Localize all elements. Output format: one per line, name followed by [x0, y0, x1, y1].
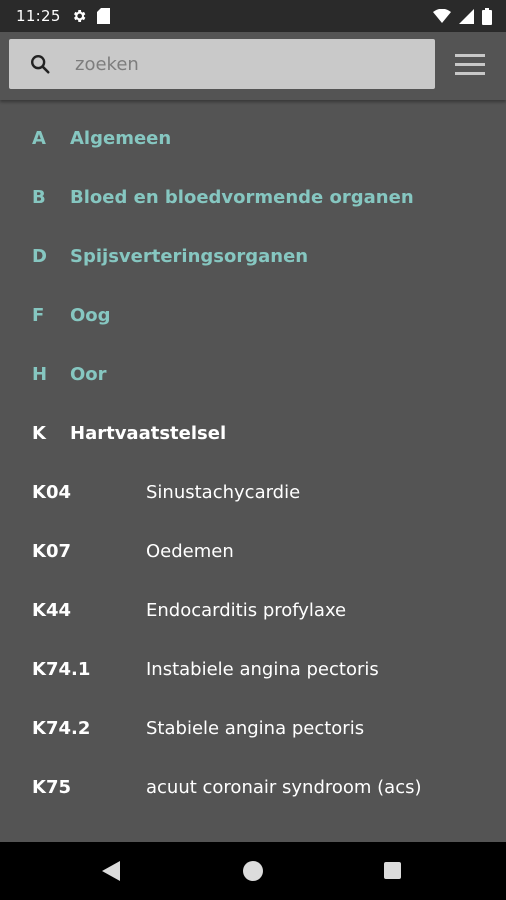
back-icon[interactable] — [101, 860, 121, 882]
list-item-category[interactable] — [0, 109, 506, 168]
category-code: H — [32, 364, 48, 385]
item-code: K04 — [32, 482, 71, 503]
category-code: K — [32, 423, 46, 444]
signal-icon — [459, 9, 474, 24]
app-bar — [0, 32, 506, 100]
item-label: Instabiele angina pectoris — [146, 659, 379, 680]
item-label: Sinustachycardie — [146, 482, 301, 503]
category-code: F — [32, 305, 45, 326]
item-label: acuut coronair syndroom (acs) — [146, 777, 422, 798]
category-label: Algemeen — [70, 128, 172, 149]
item-code: K74.1 — [32, 659, 91, 680]
recents-icon[interactable] — [384, 862, 401, 879]
battery-icon — [482, 8, 492, 25]
item-label: Endocarditis profylaxe — [146, 600, 347, 621]
category-code: D — [32, 246, 47, 267]
search-placeholder: zoeken — [75, 53, 139, 75]
list-item-category-expanded[interactable] — [0, 404, 506, 463]
item-label: Stabiele angina pectoris — [146, 718, 365, 739]
hamburger-menu-icon[interactable] — [450, 48, 490, 80]
home-icon[interactable] — [243, 861, 263, 881]
list-item-category[interactable] — [0, 345, 506, 404]
list-item[interactable] — [0, 522, 506, 581]
list-item[interactable] — [0, 758, 506, 817]
item-code: K07 — [32, 541, 71, 562]
category-label: Bloed en bloedvormende organen — [70, 187, 414, 208]
status-time: 11:25 — [16, 7, 61, 25]
status-bar — [0, 0, 506, 32]
search-icon — [29, 53, 51, 75]
item-label: Oedemen — [146, 541, 234, 562]
list-item-category[interactable] — [0, 168, 506, 227]
category-code: A — [32, 128, 46, 149]
category-label: Spijsverteringsorganen — [70, 246, 309, 267]
item-code: K74.2 — [32, 718, 91, 739]
sd-card-icon — [97, 8, 110, 24]
search-input[interactable] — [9, 39, 435, 89]
category-label: Oog — [70, 305, 111, 326]
list-item[interactable] — [0, 699, 506, 758]
item-code: K44 — [32, 600, 71, 621]
category-label: Hartvaatstelsel — [70, 423, 227, 444]
category-code: B — [32, 187, 46, 208]
navigation-bar — [0, 842, 506, 900]
list-item-category[interactable] — [0, 286, 506, 345]
list-item[interactable] — [0, 463, 506, 522]
list-item[interactable] — [0, 581, 506, 640]
wifi-icon — [433, 9, 451, 23]
gear-icon — [71, 8, 87, 24]
category-label: Oor — [70, 364, 107, 385]
item-code: K75 — [32, 777, 71, 798]
list-item[interactable] — [0, 640, 506, 699]
list-item-category[interactable] — [0, 227, 506, 286]
